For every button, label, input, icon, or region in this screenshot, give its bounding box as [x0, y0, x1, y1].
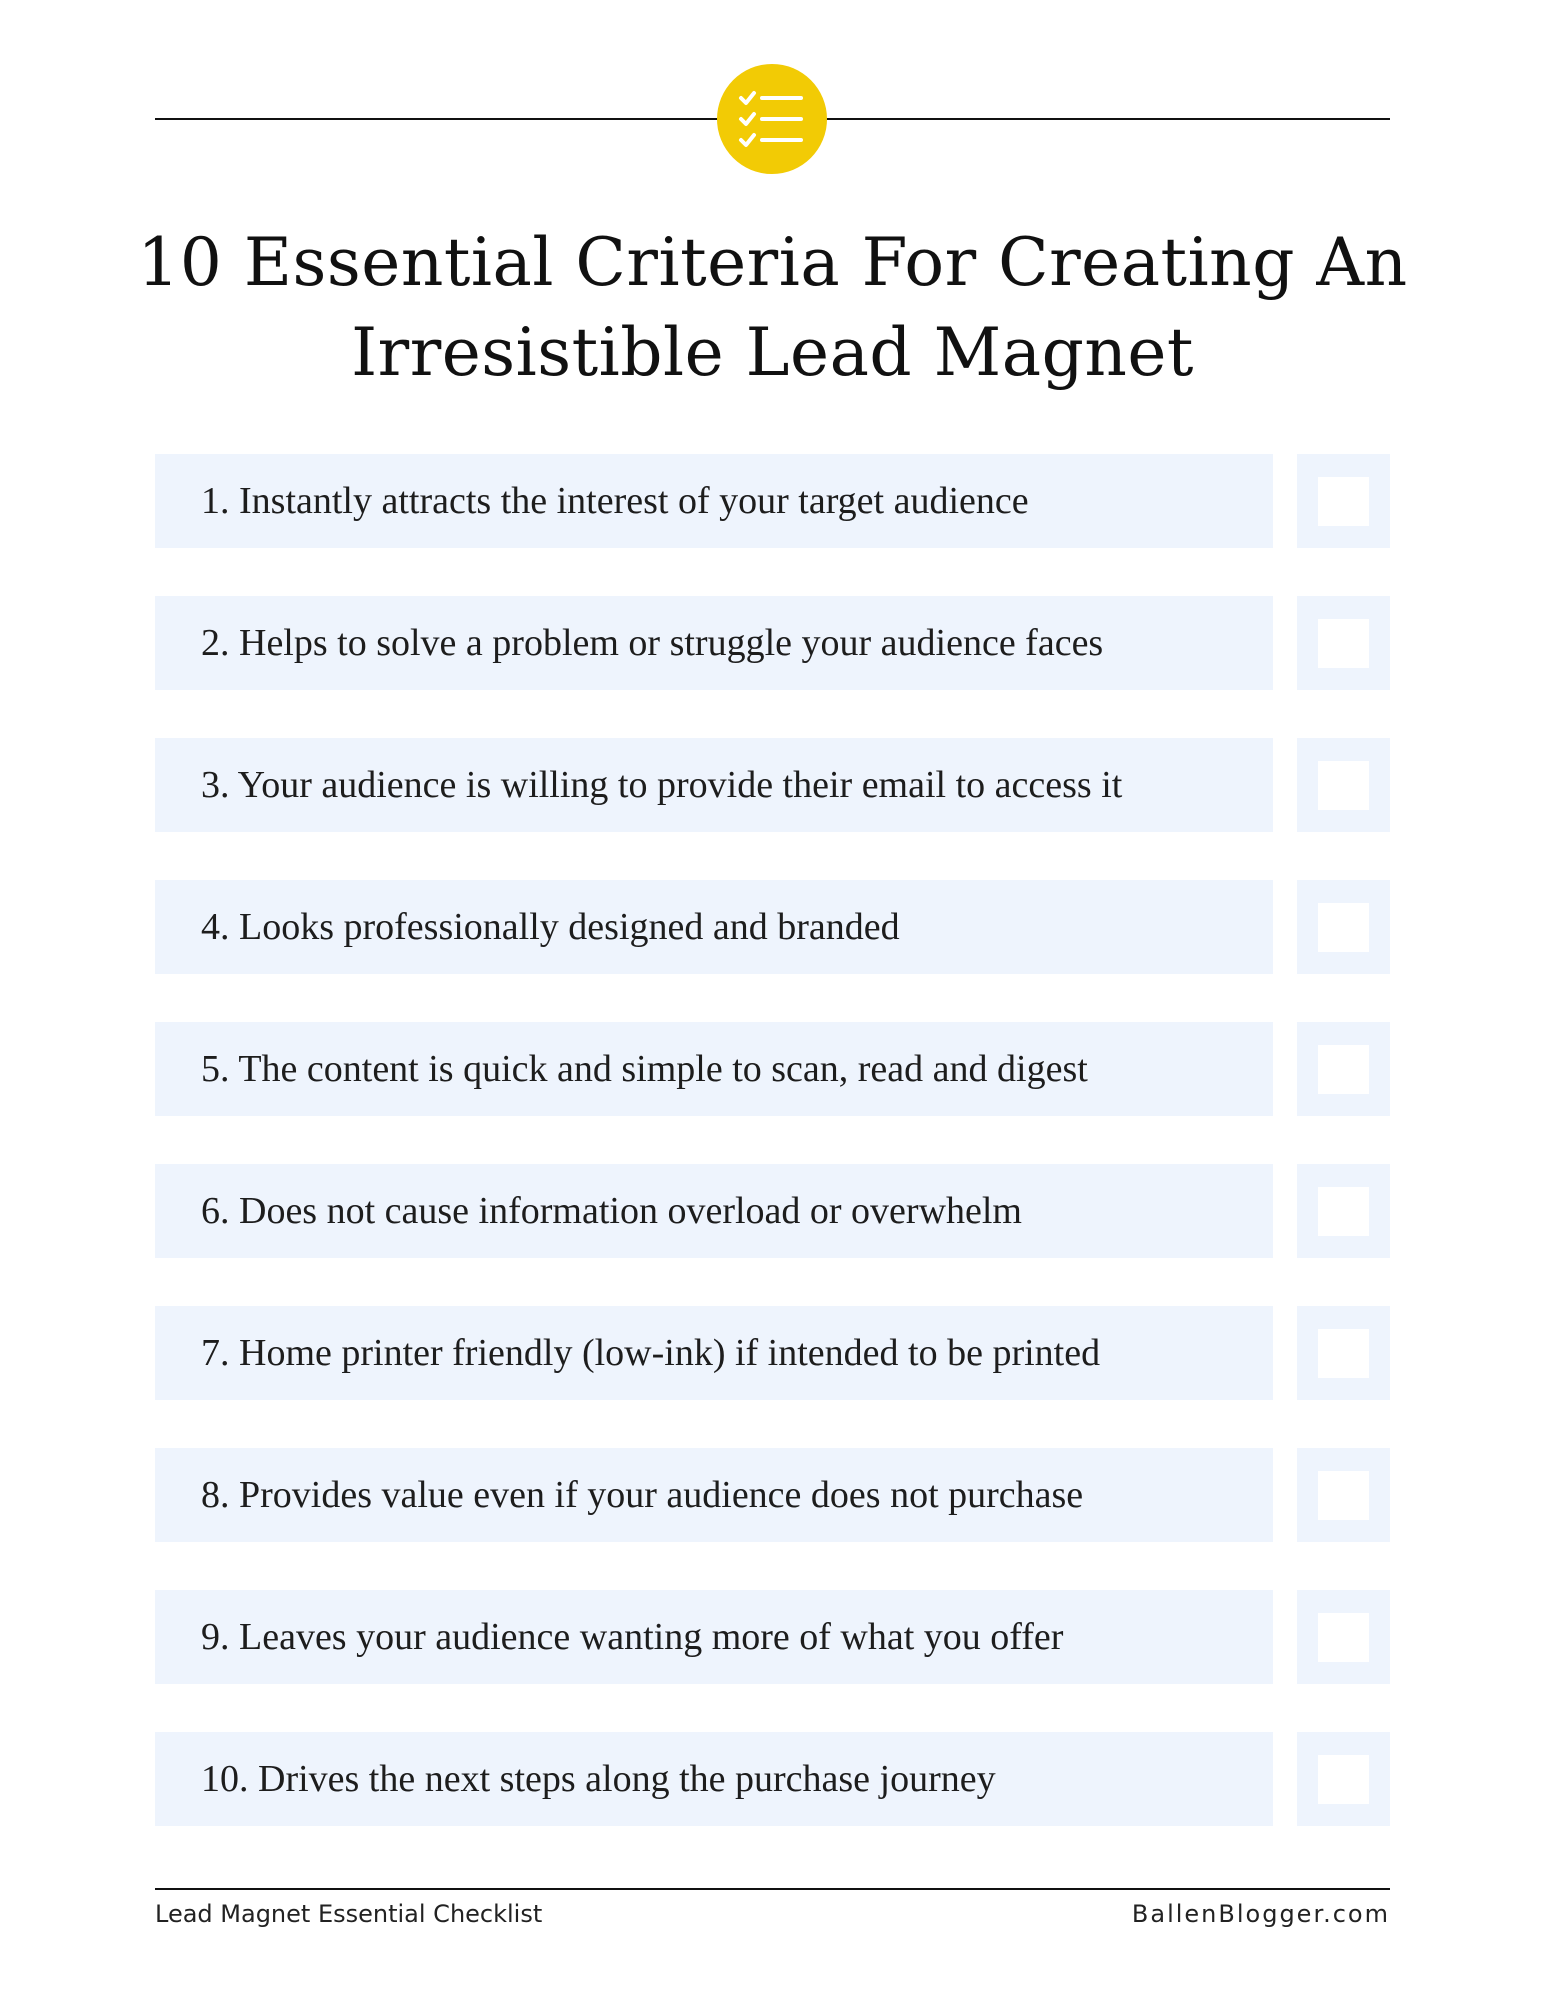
checkbox-square — [1318, 761, 1369, 810]
checklist-item-bar — [155, 1164, 1273, 1258]
checklist-item-checkbox[interactable] — [1297, 454, 1390, 548]
checkbox-square — [1318, 619, 1369, 668]
checklist-item-bar — [155, 1732, 1273, 1826]
checklist-item-label: 7. Home printer friendly (low-ink) if intended to be printed — [201, 1332, 1101, 1374]
checklist-item-checkbox[interactable] — [1297, 1022, 1390, 1116]
checklist-item-checkbox[interactable] — [1297, 1590, 1390, 1684]
checklist-badge — [717, 64, 827, 174]
checkbox-square — [1318, 477, 1369, 526]
checklist-item-label: 4. Looks professionally designed and branded — [201, 906, 900, 948]
checklist-item — [155, 1448, 1390, 1542]
checklist-item — [155, 1164, 1390, 1258]
checklist-item-bar — [155, 1448, 1273, 1542]
checklist-item-checkbox[interactable] — [1297, 1732, 1390, 1826]
checklist-item-label: 3. Your audience is willing to provide their email to access it — [201, 764, 1123, 806]
checklist-item — [155, 738, 1390, 832]
checklist-item-bar — [155, 738, 1273, 832]
checklist-item-bar — [155, 1022, 1273, 1116]
checklist-item-label: 1. Instantly attracts the interest of your target audience — [201, 480, 1029, 522]
checkbox-square — [1318, 1045, 1369, 1094]
checklist-item-checkbox[interactable] — [1297, 1448, 1390, 1542]
checkbox-square — [1318, 1471, 1369, 1520]
criteria-checklist — [155, 454, 1390, 1874]
checklist-item-label: 8. Provides value even if your audience does not purchase — [201, 1474, 1084, 1516]
checklist-item-checkbox[interactable] — [1297, 596, 1390, 690]
bottom-divider — [155, 1888, 1390, 1890]
checklist-item-label: 10. Drives the next steps along the purchase journey — [201, 1758, 996, 1800]
checklist-item-checkbox[interactable] — [1297, 1306, 1390, 1400]
checkbox-square — [1318, 1613, 1369, 1662]
checklist-icon — [737, 88, 807, 150]
checklist-item-label: 9. Leaves your audience wanting more of what you offer — [201, 1616, 1064, 1658]
checklist-item — [155, 596, 1390, 690]
checklist-item-bar — [155, 1590, 1273, 1684]
checklist-item — [155, 1022, 1390, 1116]
checkbox-square — [1318, 903, 1369, 952]
checklist-item — [155, 1732, 1390, 1826]
footer-document-title: Lead Magnet Essential Checklist — [155, 1900, 543, 1928]
checklist-item-label: 5. The content is quick and simple to scan, read and digest — [201, 1048, 1088, 1090]
page-title — [100, 218, 1445, 398]
checklist-item-bar — [155, 596, 1273, 690]
checklist-item — [155, 1590, 1390, 1684]
checklist-item — [155, 1306, 1390, 1400]
checklist-item-bar — [155, 880, 1273, 974]
checklist-item-checkbox[interactable] — [1297, 738, 1390, 832]
checkbox-square — [1318, 1755, 1369, 1804]
checkbox-square — [1318, 1187, 1369, 1236]
footer-site-link[interactable]: BallenBlogger.com — [1131, 1900, 1390, 1928]
checklist-item — [155, 880, 1390, 974]
checkbox-square — [1318, 1329, 1369, 1378]
checklist-item-checkbox[interactable] — [1297, 880, 1390, 974]
checklist-item-bar — [155, 1306, 1273, 1400]
checklist-item-bar — [155, 454, 1273, 548]
page-title-line-2: Irresistible Lead Magnet — [351, 314, 1194, 391]
checklist-item-checkbox[interactable] — [1297, 1164, 1390, 1258]
checklist-item — [155, 454, 1390, 548]
page-title-line-1: 10 Essential Criteria For Creating An — [137, 224, 1408, 301]
checklist-item-label: 6. Does not cause information overload or overwhelm — [201, 1190, 1022, 1232]
checklist-item-label: 2. Helps to solve a problem or struggle your audience faces — [201, 622, 1104, 664]
